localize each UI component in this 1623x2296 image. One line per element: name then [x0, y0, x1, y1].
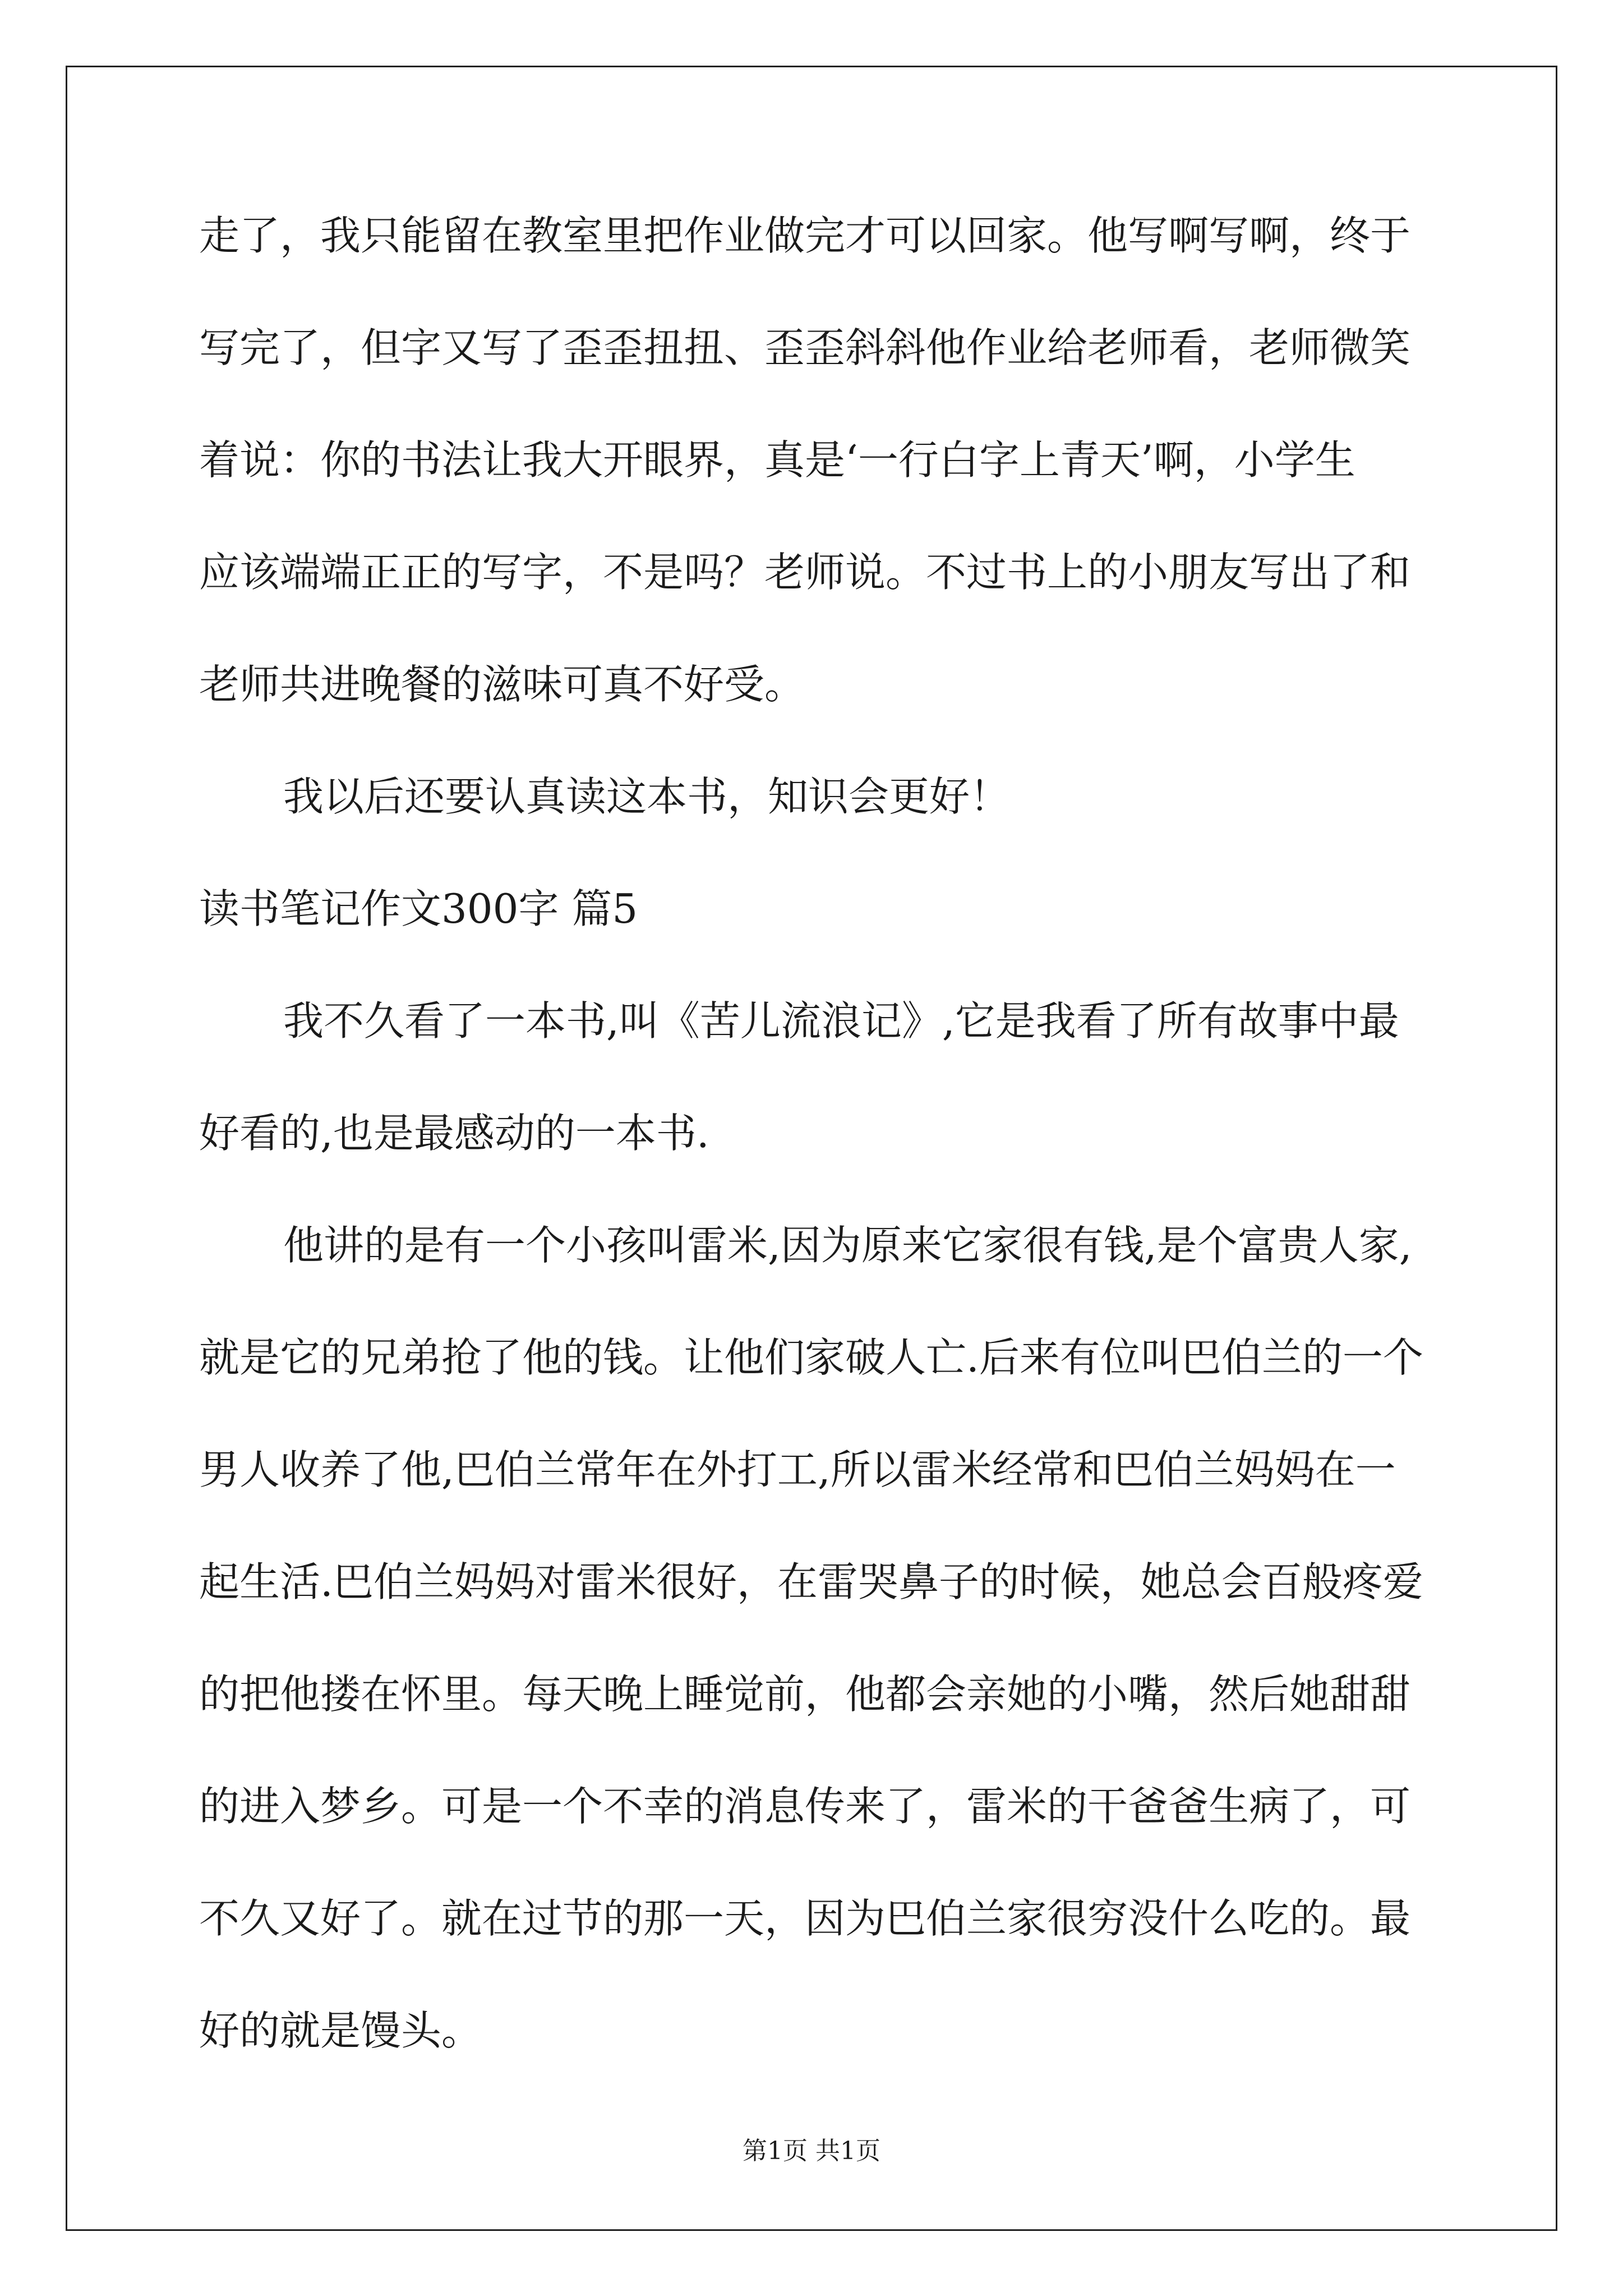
paragraph-line: 我不久看了一本书,叫《苦儿流浪记》,它是我看了所有故事中最 [283, 997, 1399, 1045]
page-footer: 第1页 共1页 [743, 2137, 880, 2165]
text-line: 走了，我只能留在教室里把作业做完才可以回家。他写啊写啊，终于 [199, 212, 1411, 259]
text-line: 的进入梦乡。可是一个不幸的消息传来了，雷米的干爸爸生病了，可 [199, 1783, 1411, 1830]
text-line: 应该端端正正的写字，不是吗？老师说。不过书上的小朋友写出了和 [199, 549, 1411, 596]
document-body [199, 202, 1450, 2109]
text-line: 写完了，但字又写了歪歪扭扭、歪歪斜斜他作业给老师看，老师微笑 [199, 324, 1411, 371]
text-line: 不久又好了。就在过节的那一天，因为巴伯兰家很穷没什么吃的。最 [199, 1895, 1411, 1942]
text-line: 老师共进晚餐的滋味可真不好受。 [199, 661, 805, 708]
paragraph-line: 他讲的是有一个小孩叫雷米,因为原来它家很有钱,是个富贵人家, [283, 1222, 1412, 1269]
text-line: 起生活.巴伯兰妈妈对雷米很好，在雷哭鼻子的时候，她总会百般疼爱 [199, 1558, 1423, 1605]
section-heading: 读书笔记作文300字 篇5 [199, 885, 638, 932]
text-line: 好看的,也是最感动的一本书. [199, 1110, 709, 1157]
paragraph-line: 我以后还要认真读这本书，知识会更好！ [283, 773, 1011, 820]
text-line: 男人收养了他,巴伯兰常年在外打工,所以雷米经常和巴伯兰妈妈在一 [199, 1446, 1396, 1493]
text-line: 好的就是馒头。 [199, 2007, 482, 2054]
text-line: 就是它的兄弟抢了他的钱。让他们家破人亡.后来有位叫巴伯兰的一个 [199, 1334, 1423, 1381]
text-line: 着说：你的书法让我大开眼界，真是‘一行白字上青天’啊，小学生 [199, 436, 1355, 484]
text-line: 的把他搂在怀里。每天晚上睡觉前，他都会亲她的小嘴，然后她甜甜 [199, 1671, 1411, 1718]
